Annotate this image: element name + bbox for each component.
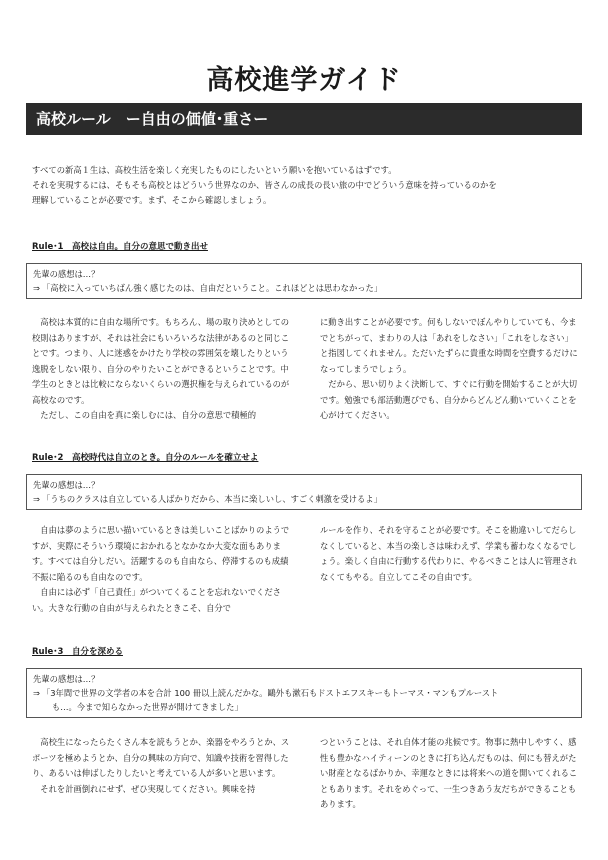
rule-2-left-column (32, 523, 292, 616)
quote-label: 先輩の感想は…？ (33, 674, 100, 684)
body-paragraph: つということは、それ自体才能の兆候です。物事に熱中しやすく、感性も豊かなハイティーンのときに打ち込んだものは、何にも替えがたい財産となるばかりか、幸運なときには将来への道を開いてくれることもあります。それをめぐって、一生つきあう友だちができることもあります。 (320, 737, 578, 809)
rule-2-heading: Rule･2 高校時代は自立のとき。自分のルールを確立せよ (32, 453, 259, 463)
body-paragraph: 高校生になったらたくさん本を読もうとか、楽器をやろうとか、スポーツを極めようとか、自分の興味の方向で、知識や技術を習得したり、あるいは伸ばしたりしたいと考えている人が多いと思います。 (32, 737, 290, 778)
body-paragraph: 自由には必ず「自己責任」がついてくることを忘れないでください。大きな行動の自由が与えられたときこそ、自分で (32, 587, 281, 613)
body-paragraph: 自由は夢のように思い描いているときは美しいことばかりのようですが、実際にそういう環境におかれるとなかなか大変な面もあります。すべては自分しだい。活躍するのも自由なら、停滞するのも成績不振に陥るのも自由なのです。 (32, 525, 290, 582)
rule-3-left-column (32, 735, 292, 813)
body-paragraph: に動き出すことが必要です。何もしないでぼんやりしていても、今までとちがって、まわりの人は「あれをしなさい」「これをしなさい」と指図してくれません。ただいたずらに貴重な時間を空費するだけになってしまうでしょう。 (320, 317, 578, 374)
rule-1-heading: Rule･1 高校は自由。自分の意思で動き出せ (32, 242, 208, 252)
arrow-icon: ⇒ (33, 494, 40, 504)
body-paragraph: ルールを作り、それを守ることが必要です。そこを勘違いしてだらしなくしていると、本当の楽しさは味わえず、学業も蓄わなくなるでしょう。楽しく自由に行動する代わりに、やるべきことは人に管理されなくてもやる。自立してこその自由です。 (320, 525, 578, 582)
rule-1-quote-box (26, 263, 582, 299)
rule-1-body (32, 315, 580, 424)
rule-2-right-column (320, 523, 580, 616)
rule-2-quote-box (26, 474, 582, 510)
body-paragraph: ただし、この自由を真に楽しむには、自分の意思で積極的 (40, 410, 257, 420)
quote-text-line: 「3年間で世界の文学者の本を合計 100 冊以上読んだかな。鷗外も漱石もドストエフスキーもトーマス・マンもプルースト (41, 688, 499, 698)
rule-1-right-column (320, 315, 580, 424)
section-banner: 高校ルール ー自由の価値･重さー (26, 103, 582, 135)
intro-line: すべての新高１生は、高校生活を楽しく充実したものにしたいという願いを抱いているはずです。 (32, 165, 397, 175)
intro-paragraph (32, 163, 580, 208)
rule-3-quote-box (26, 668, 582, 718)
intro-line: 理解していることが必要です。まず、そこから確認しましょう。 (32, 195, 272, 205)
rule-2-body (32, 523, 580, 616)
quote-line (33, 686, 575, 714)
body-paragraph: 高校は本質的に自由な場所です。もちろん、場の取り決めとしての校則はありますが、それは社会にもいろいろな法律があるのと同じことです。つまり、人に迷惑をかけたり学校の雰囲気を壊したりという逸脱をしない限り、自分のやりたいことができるということです。中学生のときとは比較にならないくらいの選択権を与えられているのが高校なのです。 (32, 317, 290, 405)
quote-text (42, 686, 498, 714)
rule-3-body (32, 735, 580, 813)
quote-text-line: も…。今まで知らなかった世界が開けてきました」 (51, 702, 243, 712)
quote-line (33, 492, 575, 506)
quote-line (33, 281, 575, 295)
arrow-icon: ⇒ (33, 688, 40, 698)
document-title: 高校進学ガイド (206, 65, 402, 96)
quote-label: 先輩の感想は…？ (33, 269, 100, 279)
quote-text: 「高校に入っていちばん強く感じたのは、自由だということ。これほどとは思わなかった」 (41, 283, 383, 293)
body-paragraph: だから、思い切りよく決断して、すぐに行動を開始することが大切です。勉強でも部活動選びでも、自分からどんどん動いていくことを心がけてください。 (320, 379, 578, 420)
quote-text: 「うちのクラスは自立している人ばかりだから、本当に楽しいし、すごく刺激を受けるよ」 (41, 494, 382, 504)
quote-label: 先輩の感想は…？ (33, 480, 100, 490)
arrow-icon: ⇒ (33, 283, 40, 293)
intro-line: それを実現するには、そもそも高校とはどういう世界なのか、皆さんの成長の長い旅の中でどういう意味を持っているのかを (32, 180, 497, 190)
body-paragraph: それを計画倒れにせず、ぜひ実現してください。興味を持 (40, 783, 256, 794)
rule-3-right-column (320, 735, 580, 813)
rule-3-heading: Rule･3 自分を深める (32, 647, 123, 657)
rule-1-left-column (32, 315, 292, 424)
